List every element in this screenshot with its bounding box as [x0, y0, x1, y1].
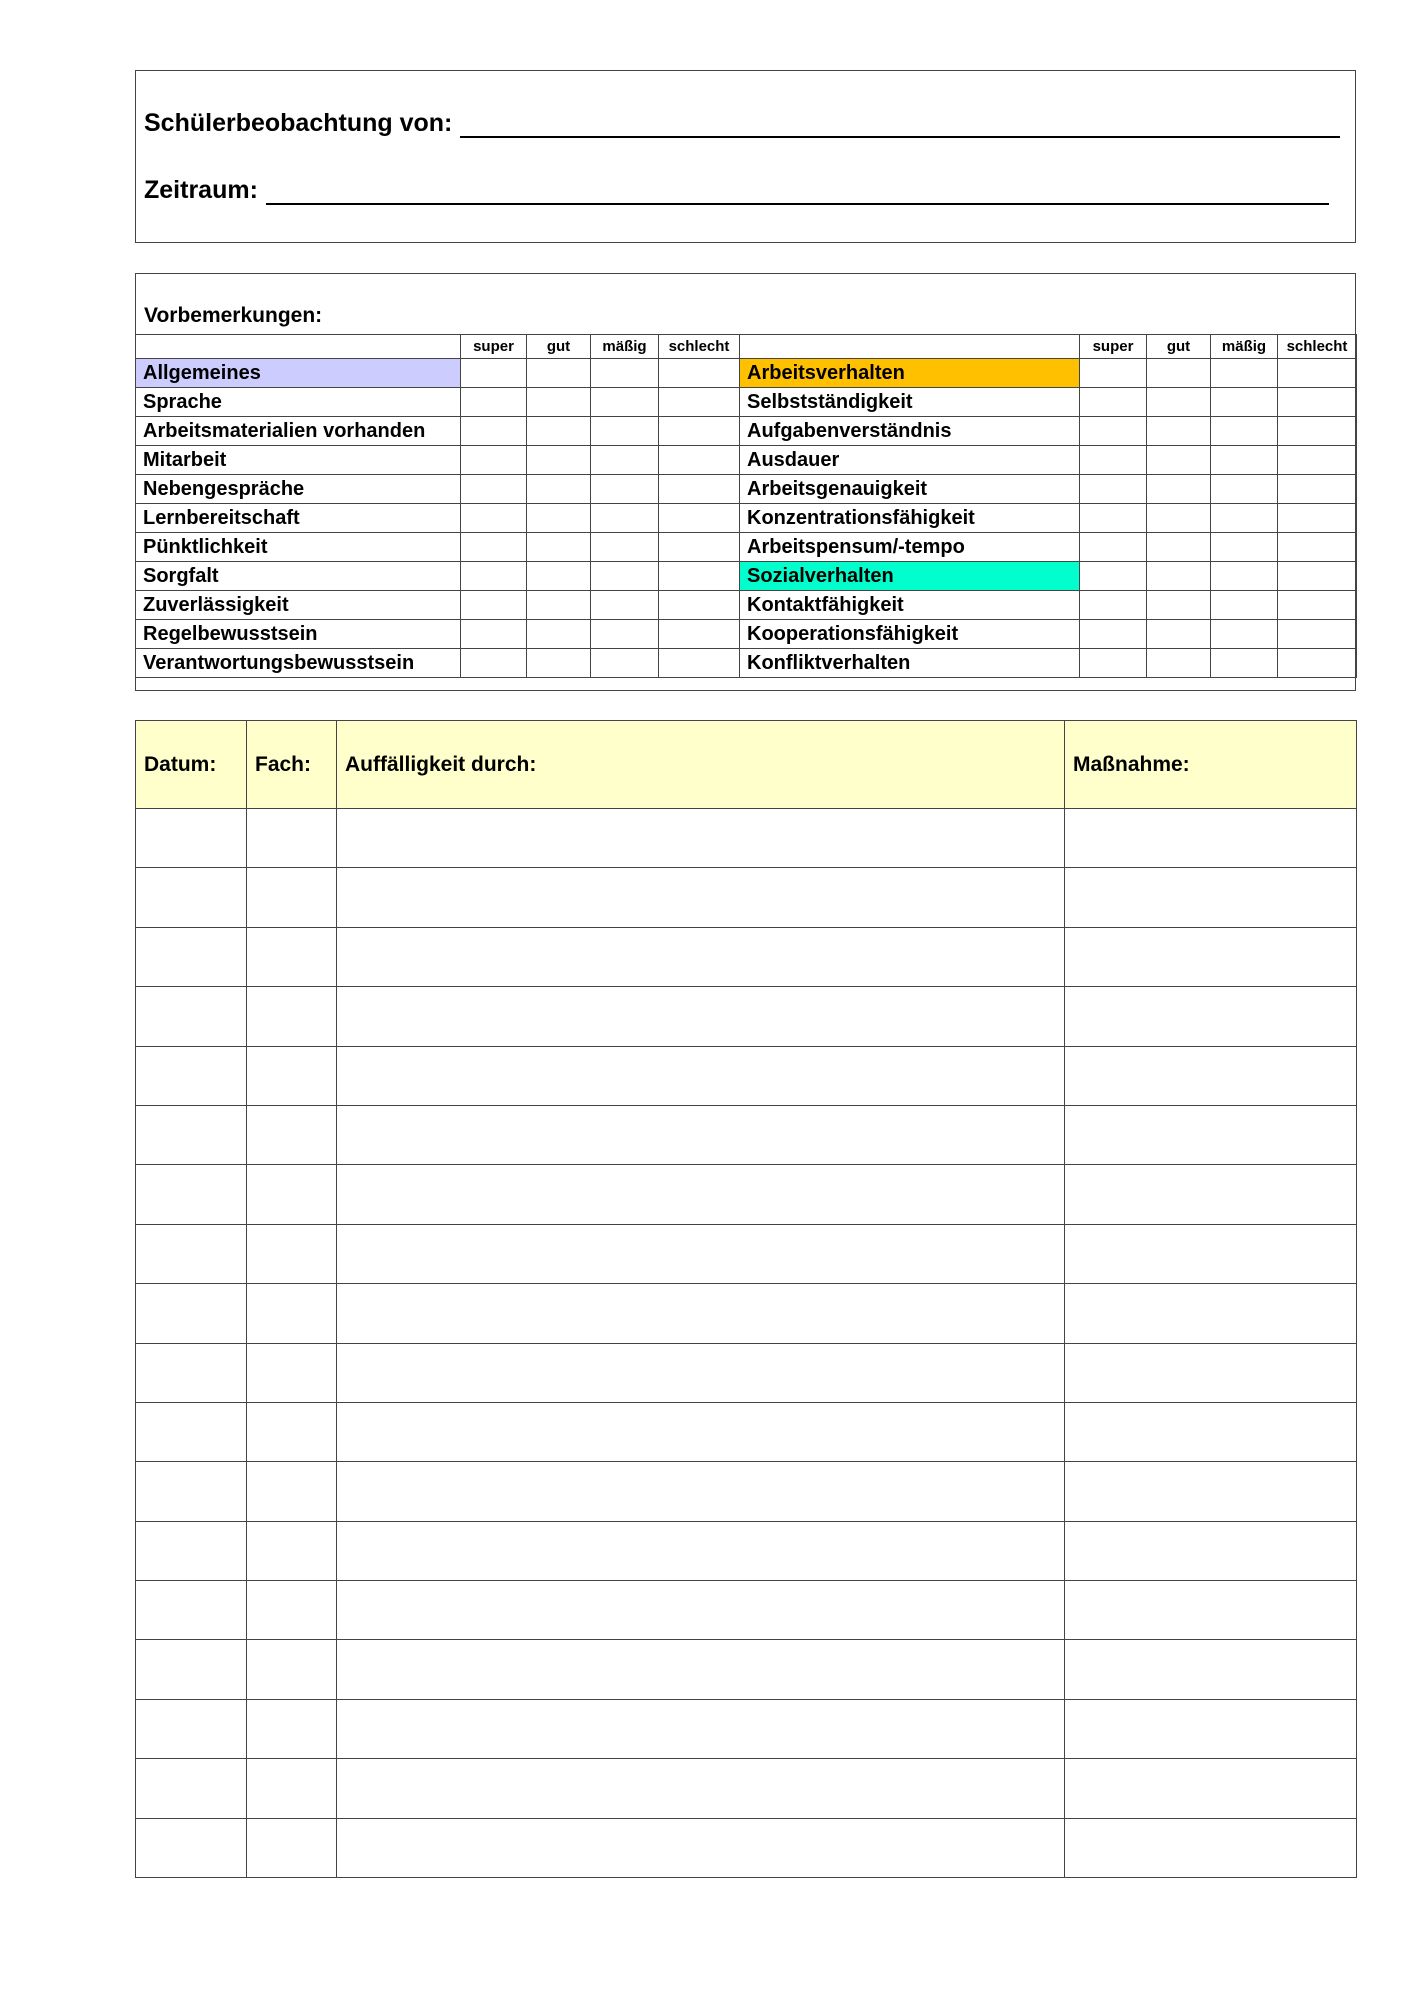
rating-item-nebengespraeche: Nebengespräche — [136, 475, 461, 504]
rating-cell-maessig[interactable] — [591, 533, 659, 562]
date-cell[interactable] — [136, 1581, 247, 1640]
rating-cell-maessig[interactable] — [1211, 591, 1278, 620]
rating-cell-gut[interactable] — [1147, 562, 1211, 591]
rating-row — [136, 533, 1357, 562]
rating-cell-schlecht[interactable] — [659, 417, 740, 446]
finding-cell[interactable] — [337, 1699, 1065, 1758]
subject-cell[interactable] — [247, 1224, 337, 1283]
rating-cell-super[interactable] — [1080, 359, 1147, 388]
date-cell[interactable] — [136, 1402, 247, 1461]
rating-cell-super[interactable] — [1080, 562, 1147, 591]
rating-header-row — [136, 335, 1357, 359]
rating-item-sorgfalt: Sorgfalt — [136, 562, 461, 591]
table-row — [136, 1640, 1357, 1699]
rating-cell-maessig[interactable] — [591, 417, 659, 446]
finding-cell[interactable] — [337, 1165, 1065, 1224]
subject-cell[interactable] — [247, 987, 337, 1046]
rating-cell-gut[interactable] — [527, 388, 591, 417]
subject-cell[interactable] — [247, 1105, 337, 1164]
rating-item-sozialverhalten: Sozialverhalten — [740, 562, 1080, 591]
rating-item-mitarbeit: Mitarbeit — [136, 446, 461, 475]
subject-cell[interactable] — [247, 1462, 337, 1521]
rating-cell-schlecht[interactable] — [659, 446, 740, 475]
date-cell[interactable] — [136, 1165, 247, 1224]
rating-cell-gut[interactable] — [1147, 591, 1211, 620]
rating-item-konfliktverhalten: Konfliktverhalten — [740, 649, 1080, 678]
measure-cell[interactable] — [1065, 1224, 1357, 1283]
rating-cell-gut[interactable] — [1147, 446, 1211, 475]
period-label: Zeitraum: — [144, 176, 258, 204]
rating-cell-schlecht[interactable] — [1278, 591, 1357, 620]
finding-cell[interactable] — [337, 1284, 1065, 1343]
rating-item-selbststaendigkeit: Selbstständigkeit — [740, 388, 1080, 417]
header-box — [135, 70, 1356, 243]
scale-header-maessig: mäßig — [1211, 335, 1278, 359]
rating-cell-gut[interactable] — [1147, 620, 1211, 649]
table-row — [136, 1462, 1357, 1521]
rating-cell-gut[interactable] — [1147, 504, 1211, 533]
date-cell[interactable] — [136, 1699, 247, 1758]
date-cell[interactable] — [136, 927, 247, 986]
measure-cell[interactable] — [1065, 1046, 1357, 1105]
rating-section — [135, 273, 1356, 691]
rating-item-kontaktfaehigkeit: Kontaktfähigkeit — [740, 591, 1080, 620]
rating-cell-maessig[interactable] — [1211, 417, 1278, 446]
table-row — [136, 927, 1357, 986]
rating-cell-schlecht[interactable] — [659, 504, 740, 533]
measure-cell[interactable] — [1065, 987, 1357, 1046]
rating-item-verantwortungsbewusstsein: Verantwortungsbewusstsein — [136, 649, 461, 678]
finding-cell[interactable] — [337, 868, 1065, 927]
rating-cell-gut[interactable] — [527, 620, 591, 649]
rating-cell-gut[interactable] — [527, 504, 591, 533]
subject-cell[interactable] — [247, 1818, 337, 1877]
rating-cell-schlecht[interactable] — [659, 562, 740, 591]
rating-row — [136, 388, 1357, 417]
rating-cell-gut[interactable] — [527, 649, 591, 678]
date-cell[interactable] — [136, 868, 247, 927]
table-row — [136, 1521, 1357, 1580]
rating-cell-super[interactable] — [461, 591, 527, 620]
finding-cell[interactable] — [337, 1759, 1065, 1818]
date-cell[interactable] — [136, 1818, 247, 1877]
rating-cell-super[interactable] — [461, 359, 527, 388]
date-cell[interactable] — [136, 809, 247, 868]
scale-header-maessig: mäßig — [591, 335, 659, 359]
rating-item-sprache: Sprache — [136, 388, 461, 417]
rating-cell-schlecht[interactable] — [659, 359, 740, 388]
rating-cell-maessig[interactable] — [1211, 446, 1278, 475]
rating-row — [136, 417, 1357, 446]
finding-cell[interactable] — [337, 1581, 1065, 1640]
date-cell[interactable] — [136, 1343, 247, 1402]
finding-cell[interactable] — [337, 1224, 1065, 1283]
rating-item-aufgabenverstaendnis: Aufgabenverständnis — [740, 417, 1080, 446]
date-cell[interactable] — [136, 1284, 247, 1343]
rating-cell-super[interactable] — [1080, 504, 1147, 533]
rating-item-ausdauer: Ausdauer — [740, 446, 1080, 475]
scale-header-schlecht: schlecht — [1278, 335, 1357, 359]
rating-cell-gut[interactable] — [1147, 533, 1211, 562]
measure-cell[interactable] — [1065, 1343, 1357, 1402]
rating-item-arbeitsmaterialien-vorhanden: Arbeitsmaterialien vorhanden — [136, 417, 461, 446]
rating-row — [136, 504, 1357, 533]
table-row — [136, 1699, 1357, 1758]
measure-cell[interactable] — [1065, 1818, 1357, 1877]
subject-cell[interactable] — [247, 1640, 337, 1699]
rating-cell-super[interactable] — [461, 475, 527, 504]
subject-cell[interactable] — [247, 1759, 337, 1818]
date-cell[interactable] — [136, 1640, 247, 1699]
subject-cell[interactable] — [247, 1581, 337, 1640]
rating-cell-schlecht[interactable] — [1278, 620, 1357, 649]
rating-cell-gut[interactable] — [527, 446, 591, 475]
subject-cell[interactable] — [247, 868, 337, 927]
rating-cell-maessig[interactable] — [1211, 649, 1278, 678]
rating-row — [136, 620, 1357, 649]
observation-line — [144, 109, 1340, 138]
rating-cell-schlecht[interactable] — [659, 475, 740, 504]
scale-header-super: super — [1080, 335, 1147, 359]
rating-cell-maessig[interactable] — [591, 504, 659, 533]
table-row — [136, 1402, 1357, 1461]
rating-cell-schlecht[interactable] — [659, 591, 740, 620]
rating-cell-super[interactable] — [461, 388, 527, 417]
scale-header-gut: gut — [527, 335, 591, 359]
rating-cell-gut[interactable] — [527, 417, 591, 446]
rating-cell-super[interactable] — [1080, 388, 1147, 417]
table-row — [136, 868, 1357, 927]
rating-cell-maessig[interactable] — [591, 591, 659, 620]
rating-cell-gut[interactable] — [1147, 388, 1211, 417]
measure-cell[interactable] — [1065, 1105, 1357, 1164]
rating-cell-super[interactable] — [461, 562, 527, 591]
rating-cell-schlecht[interactable] — [659, 388, 740, 417]
rating-cell-super[interactable] — [461, 504, 527, 533]
rating-cell-gut[interactable] — [527, 475, 591, 504]
rating-cell-gut[interactable] — [527, 533, 591, 562]
rating-cell-schlecht[interactable] — [1278, 649, 1357, 678]
finding-cell[interactable] — [337, 987, 1065, 1046]
rating-cell-schlecht[interactable] — [1278, 417, 1357, 446]
rating-cell-super[interactable] — [461, 446, 527, 475]
rating-row — [136, 649, 1357, 678]
rating-item-kooperationsfaehigkeit: Kooperationsfähigkeit — [740, 620, 1080, 649]
rating-item-arbeitsverhalten: Arbeitsverhalten — [740, 359, 1080, 388]
rating-cell-gut[interactable] — [527, 562, 591, 591]
subject-cell[interactable] — [247, 927, 337, 986]
table-row — [136, 1046, 1357, 1105]
observation-label: Schülerbeobachtung von: — [144, 109, 453, 137]
rating-cell-super[interactable] — [1080, 446, 1147, 475]
table-row — [136, 1165, 1357, 1224]
rating-cell-maessig[interactable] — [591, 475, 659, 504]
rating-cell-schlecht[interactable] — [1278, 446, 1357, 475]
finding-cell[interactable] — [337, 1046, 1065, 1105]
subject-cell[interactable] — [247, 1284, 337, 1343]
observation-table — [135, 720, 1357, 1878]
rating-cell-maessig[interactable] — [1211, 562, 1278, 591]
column-header-datum: Datum: — [136, 721, 247, 809]
rating-cell-gut[interactable] — [1147, 417, 1211, 446]
subject-cell[interactable] — [247, 1165, 337, 1224]
rating-row — [136, 446, 1357, 475]
subject-cell[interactable] — [247, 809, 337, 868]
remarks-label: Vorbemerkungen: — [144, 304, 323, 327]
column-header-massnahme: Maßnahme: — [1065, 721, 1357, 809]
rating-cell-schlecht[interactable] — [659, 620, 740, 649]
date-cell[interactable] — [136, 1521, 247, 1580]
finding-cell[interactable] — [337, 1105, 1065, 1164]
left-item-header — [136, 335, 461, 359]
table-row — [136, 809, 1357, 868]
rating-cell-maessig[interactable] — [591, 620, 659, 649]
rating-cell-schlecht[interactable] — [659, 533, 740, 562]
rating-cell-super[interactable] — [1080, 533, 1147, 562]
right-item-header — [740, 335, 1080, 359]
measure-cell[interactable] — [1065, 1699, 1357, 1758]
rating-cell-super[interactable] — [1080, 620, 1147, 649]
table-row — [136, 1818, 1357, 1877]
observation-name-field[interactable] — [460, 114, 1340, 138]
rating-cell-super[interactable] — [1080, 591, 1147, 620]
subject-cell[interactable] — [247, 1699, 337, 1758]
finding-cell[interactable] — [337, 1818, 1065, 1877]
date-cell[interactable] — [136, 987, 247, 1046]
finding-cell[interactable] — [337, 927, 1065, 986]
rating-cell-maessig[interactable] — [1211, 475, 1278, 504]
measure-cell[interactable] — [1065, 1462, 1357, 1521]
finding-cell[interactable] — [337, 1343, 1065, 1402]
rating-cell-super[interactable] — [461, 620, 527, 649]
rating-cell-super[interactable] — [1080, 649, 1147, 678]
rating-cell-maessig[interactable] — [591, 359, 659, 388]
period-line — [144, 176, 1329, 205]
subject-cell[interactable] — [247, 1402, 337, 1461]
rating-item-arbeitsgenauigkeit: Arbeitsgenauigkeit — [740, 475, 1080, 504]
date-cell[interactable] — [136, 1105, 247, 1164]
observation-header-row — [136, 721, 1357, 809]
subject-cell[interactable] — [247, 1343, 337, 1402]
date-cell[interactable] — [136, 1462, 247, 1521]
rating-cell-maessig[interactable] — [1211, 504, 1278, 533]
measure-cell[interactable] — [1065, 1284, 1357, 1343]
rating-cell-maessig[interactable] — [1211, 359, 1278, 388]
rating-table — [135, 334, 1357, 678]
rating-cell-gut[interactable] — [1147, 649, 1211, 678]
finding-cell[interactable] — [337, 1640, 1065, 1699]
rating-cell-schlecht[interactable] — [1278, 504, 1357, 533]
table-row — [136, 1343, 1357, 1402]
finding-cell[interactable] — [337, 1521, 1065, 1580]
rating-row — [136, 591, 1357, 620]
rating-cell-super[interactable] — [461, 417, 527, 446]
column-header-auffaelligkeit-durch: Auffälligkeit durch: — [337, 721, 1065, 809]
rating-item-zuverlaessigkeit: Zuverlässigkeit — [136, 591, 461, 620]
table-row — [136, 1759, 1357, 1818]
measure-cell[interactable] — [1065, 809, 1357, 868]
column-header-fach: Fach: — [247, 721, 337, 809]
date-cell[interactable] — [136, 1759, 247, 1818]
measure-cell[interactable] — [1065, 1759, 1357, 1818]
rating-cell-gut[interactable] — [527, 359, 591, 388]
rating-row — [136, 359, 1357, 388]
rating-row — [136, 562, 1357, 591]
rating-cell-super[interactable] — [461, 533, 527, 562]
rating-cell-super[interactable] — [461, 649, 527, 678]
rating-cell-maessig[interactable] — [1211, 620, 1278, 649]
rating-cell-schlecht[interactable] — [1278, 388, 1357, 417]
subject-cell[interactable] — [247, 1046, 337, 1105]
rating-cell-gut[interactable] — [1147, 475, 1211, 504]
rating-cell-schlecht[interactable] — [659, 649, 740, 678]
table-row — [136, 987, 1357, 1046]
subject-cell[interactable] — [247, 1521, 337, 1580]
measure-cell[interactable] — [1065, 1640, 1357, 1699]
date-cell[interactable] — [136, 1046, 247, 1105]
table-row — [136, 1224, 1357, 1283]
rating-item-regelbewusstsein: Regelbewusstsein — [136, 620, 461, 649]
rating-item-arbeitspensum-tempo: Arbeitspensum/-tempo — [740, 533, 1080, 562]
table-row — [136, 1284, 1357, 1343]
period-field[interactable] — [266, 181, 1329, 205]
rating-cell-maessig[interactable] — [1211, 533, 1278, 562]
rating-cell-maessig[interactable] — [591, 388, 659, 417]
scale-header-schlecht: schlecht — [659, 335, 740, 359]
finding-cell[interactable] — [337, 809, 1065, 868]
rating-item-allgemeines: Allgemeines — [136, 359, 461, 388]
rating-cell-maessig[interactable] — [591, 446, 659, 475]
table-row — [136, 1105, 1357, 1164]
rating-item-konzentrationsfaehigkeit: Konzentrationsfähigkeit — [740, 504, 1080, 533]
rating-cell-super[interactable] — [1080, 417, 1147, 446]
finding-cell[interactable] — [337, 1462, 1065, 1521]
rating-cell-schlecht[interactable] — [1278, 359, 1357, 388]
rating-row — [136, 475, 1357, 504]
measure-cell[interactable] — [1065, 868, 1357, 927]
rating-cell-maessig[interactable] — [1211, 388, 1278, 417]
date-cell[interactable] — [136, 1224, 247, 1283]
finding-cell[interactable] — [337, 1402, 1065, 1461]
measure-cell[interactable] — [1065, 1521, 1357, 1580]
rating-cell-maessig[interactable] — [591, 649, 659, 678]
rating-cell-schlecht[interactable] — [1278, 562, 1357, 591]
rating-item-puenktlichkeit: Pünktlichkeit — [136, 533, 461, 562]
table-row — [136, 1581, 1357, 1640]
rating-cell-gut[interactable] — [1147, 359, 1211, 388]
rating-cell-gut[interactable] — [527, 591, 591, 620]
measure-cell[interactable] — [1065, 927, 1357, 986]
rating-cell-schlecht[interactable] — [1278, 533, 1357, 562]
rating-cell-super[interactable] — [1080, 475, 1147, 504]
measure-cell[interactable] — [1065, 1165, 1357, 1224]
scale-header-gut: gut — [1147, 335, 1211, 359]
rating-cell-schlecht[interactable] — [1278, 475, 1357, 504]
rating-cell-maessig[interactable] — [591, 562, 659, 591]
rating-item-lernbereitschaft: Lernbereitschaft — [136, 504, 461, 533]
scale-header-super: super — [461, 335, 527, 359]
measure-cell[interactable] — [1065, 1402, 1357, 1461]
measure-cell[interactable] — [1065, 1581, 1357, 1640]
